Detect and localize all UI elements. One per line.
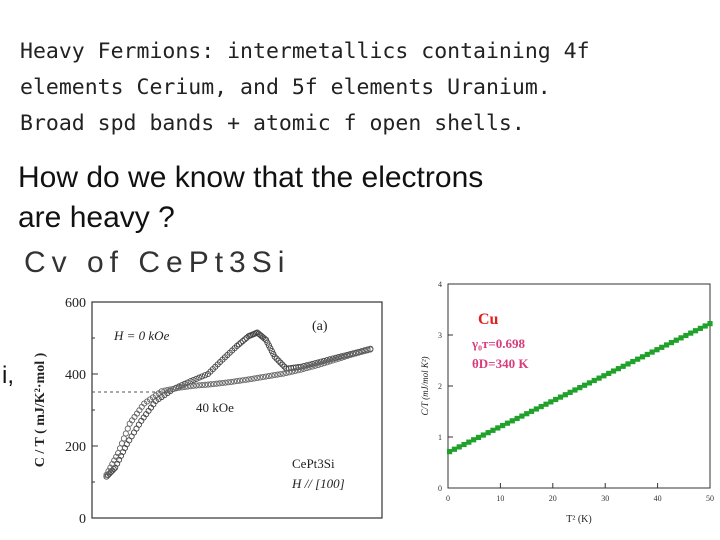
cept3si-chart	[30, 288, 390, 538]
data-point	[568, 390, 573, 395]
data-point	[650, 349, 655, 354]
data-point	[630, 359, 635, 364]
y-tick-label: 4	[438, 280, 442, 289]
data-point	[510, 418, 515, 423]
data-point	[678, 335, 683, 340]
question-line-1: How do we know that the electrons	[18, 161, 484, 194]
data-point	[553, 397, 558, 402]
annotation-compound: CePt3Si	[292, 456, 335, 471]
panel-label: (a)	[312, 319, 328, 334]
annotation-zero-field: H = 0 kOe	[114, 328, 170, 343]
data-point	[625, 361, 630, 366]
legend-gamma: γ₀ᴛ=0.698	[472, 336, 526, 351]
data-point	[577, 385, 582, 390]
data-point	[500, 423, 505, 428]
data-point	[645, 352, 650, 357]
data-point	[534, 406, 539, 411]
data-point	[616, 366, 621, 371]
text-fragment: i,	[2, 362, 14, 389]
intro-line-2: elements Cerium, and 5f elements Uranium.	[20, 75, 551, 100]
data-point	[601, 373, 606, 378]
clipped-text-fragment	[24, 246, 394, 279]
data-point	[606, 371, 611, 376]
copper-chart	[408, 276, 720, 532]
question-heading	[18, 158, 658, 238]
data-point	[505, 421, 510, 426]
y-tick-label: 3	[438, 331, 442, 340]
data-point	[654, 347, 659, 352]
data-point	[635, 357, 640, 362]
data-point	[495, 425, 500, 430]
intro-text	[20, 34, 680, 142]
data-point	[592, 378, 597, 383]
data-point	[596, 376, 601, 381]
legend-title: Cu	[478, 311, 499, 328]
data-point	[582, 383, 587, 388]
data-point	[539, 404, 544, 409]
data-point	[703, 323, 708, 328]
y-tick-label: 600	[65, 296, 86, 311]
data-point	[457, 444, 462, 449]
x-tick-label: 40	[653, 494, 662, 503]
data-point	[669, 340, 674, 345]
data-point	[693, 328, 698, 333]
y-tick-label: 200	[65, 440, 86, 455]
annotation-field-direction: H // [100]	[292, 476, 345, 491]
data-point	[674, 338, 679, 343]
data-point	[514, 416, 519, 421]
data-point	[640, 354, 645, 359]
data-point	[572, 387, 577, 392]
data-point	[447, 449, 452, 454]
y-tick-label: 400	[65, 368, 86, 383]
y-tick-label: 0	[438, 484, 442, 493]
data-point	[611, 368, 616, 373]
data-point	[688, 331, 693, 336]
data-point	[698, 326, 703, 331]
data-point	[490, 428, 495, 433]
data-point	[548, 399, 553, 404]
annotation-40-koe: 40 kOe	[196, 400, 234, 415]
data-point	[621, 364, 626, 369]
data-point	[486, 430, 491, 435]
x-tick-label: 10	[496, 494, 505, 503]
legend-theta: θD=340 K	[472, 356, 529, 371]
data-point	[476, 435, 481, 440]
x-axis-label: T² (K)	[566, 514, 592, 525]
data-point	[587, 380, 592, 385]
data-point	[563, 392, 568, 397]
data-point	[519, 413, 524, 418]
x-tick-label: 50	[706, 494, 714, 503]
data-point	[471, 437, 476, 442]
y-axis-label: C / T ( mJ/K²·mol )	[33, 352, 48, 468]
data-point	[466, 440, 471, 445]
data-point	[664, 342, 669, 347]
intro-line-3: Broad spd bands + atomic f open shells.	[20, 111, 525, 136]
data-point	[659, 345, 664, 350]
data-point	[683, 333, 688, 338]
intro-line-1: Heavy Fermions: intermetallics containing 4f	[20, 39, 590, 64]
question-line-2: are heavy ?	[18, 201, 175, 234]
data-point	[524, 411, 529, 416]
x-tick-label: 20	[548, 494, 557, 503]
x-tick-label: 30	[601, 494, 610, 503]
data-point	[461, 442, 466, 447]
data-point	[529, 409, 534, 414]
y-tick-label: 1	[438, 433, 442, 442]
y-tick-label: 2	[438, 382, 442, 391]
y-tick-label: 0	[79, 512, 86, 527]
y-axis-label: C/T (mJ/mol K²)	[420, 356, 430, 416]
data-point	[543, 402, 548, 407]
data-point	[481, 432, 486, 437]
clipped-text: Cv of CePt3Si	[24, 246, 291, 279]
x-tick-label: 0	[446, 494, 450, 503]
data-point	[558, 395, 563, 400]
data-point	[452, 447, 457, 452]
data-point	[707, 321, 712, 326]
